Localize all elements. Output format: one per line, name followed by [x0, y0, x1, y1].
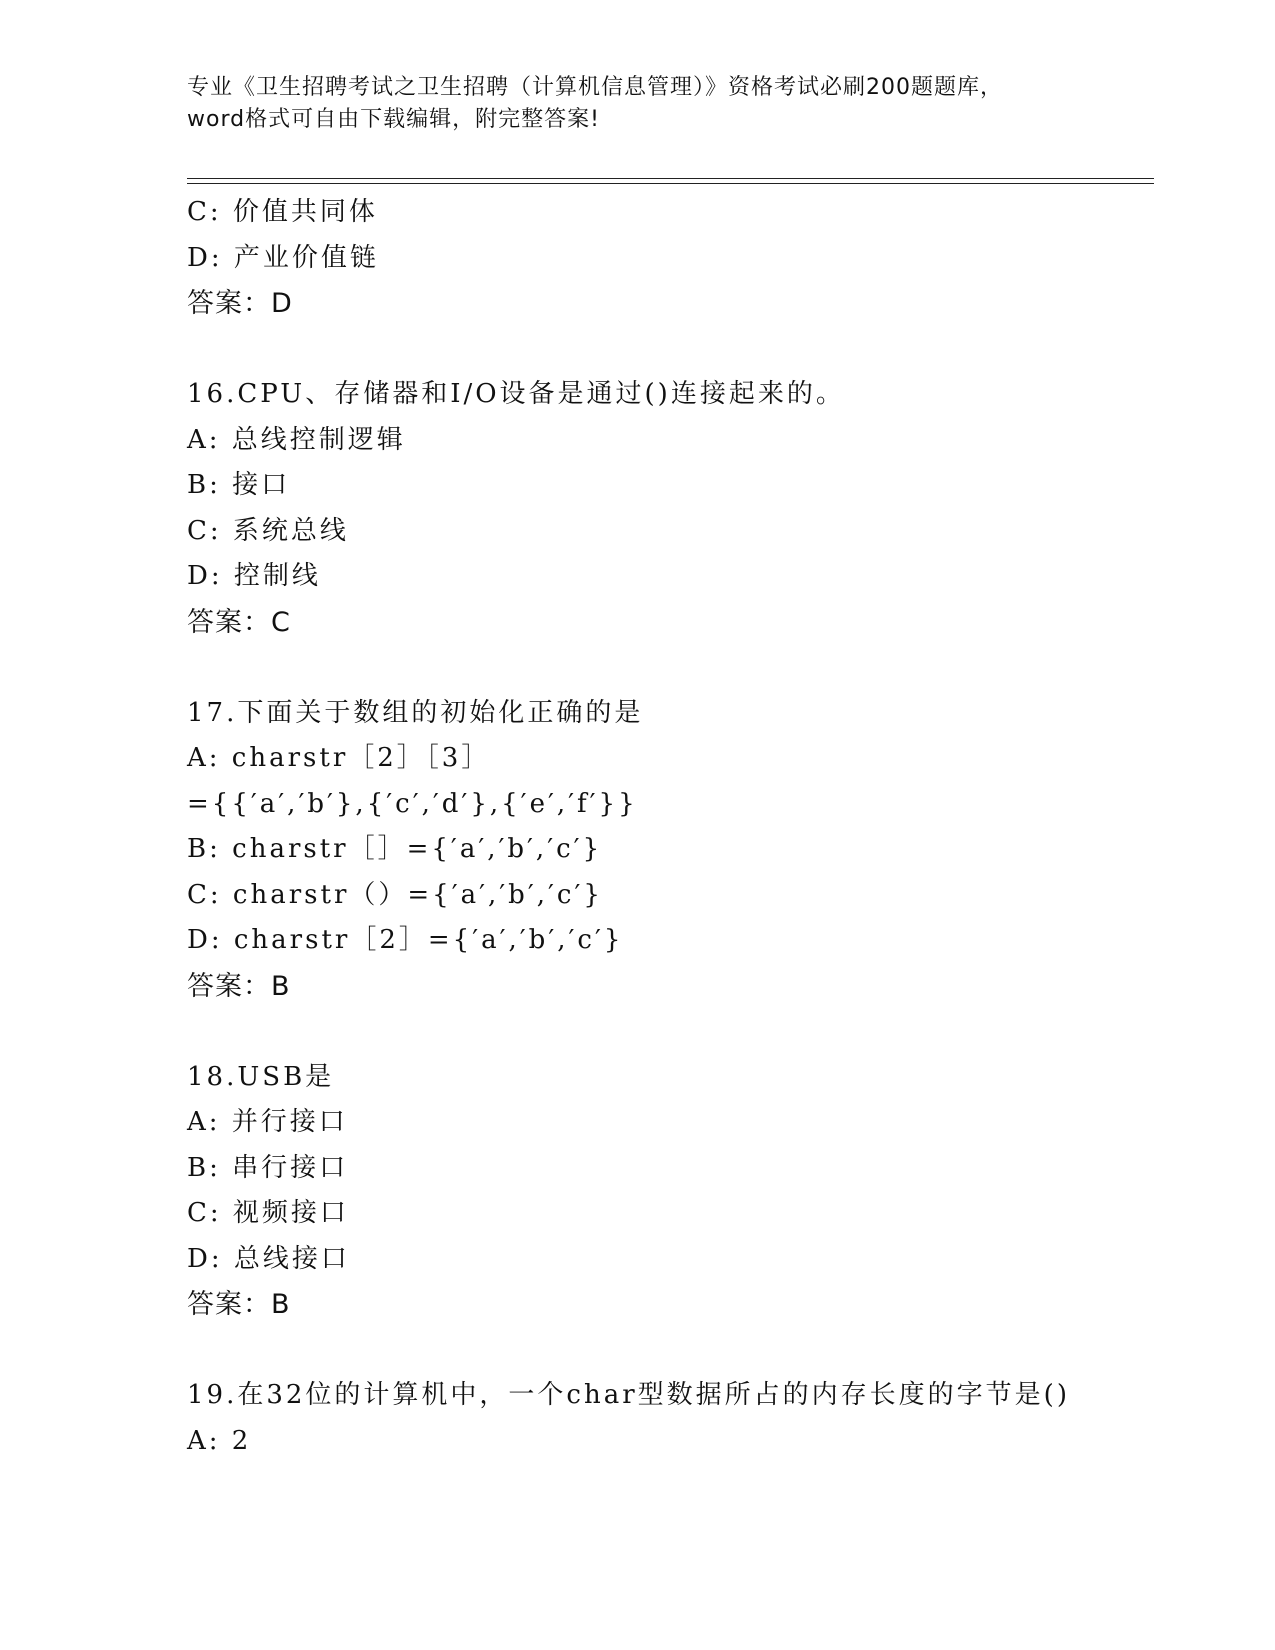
option-a: A: charstr［2］［3］ [187, 743, 491, 773]
question-block-18 [187, 1055, 1147, 1328]
option-c: C: 系统总线 [187, 515, 349, 546]
option-d: D: 控制线 [187, 561, 321, 591]
header-title-line-1: 专业《卫生招聘考试之卫生招聘（计算机信息管理）》资格考试必刷200题题库， [187, 75, 1003, 100]
question-stem: 17.下面关于数组的初始化正确的是 [187, 697, 644, 728]
option-c: C: 价值共同体 [187, 197, 378, 227]
option-a: A: 并行接口 [187, 1107, 348, 1137]
question-list [187, 190, 1147, 1464]
option-d: D: 总线接口 [187, 1243, 350, 1274]
option-c: C: charstr（）={′a′,′b′,′c′} [187, 879, 603, 910]
question-block-17 [187, 691, 1147, 1010]
header-double-rule [187, 178, 1154, 184]
option-b: B: charstr［］={′a′,′b′,′c′} [187, 834, 603, 864]
question-block-16 [187, 372, 1147, 645]
option-a: A: 总线控制逻辑 [187, 424, 406, 455]
header-title-line-2: word格式可自由下载编辑，附完整答案! [187, 107, 600, 132]
option-b: B: 串行接口 [187, 1152, 349, 1183]
option-d: D: 产业价值链 [187, 242, 379, 273]
option-a-continued: ={{′a′,′b′},{′c′,′d′},{′e′,′f′}} [187, 788, 638, 819]
document-header [187, 72, 1087, 136]
option-c: C: 视频接口 [187, 1198, 349, 1228]
answer-line: 答案：B [187, 970, 291, 1002]
option-d: D: charstr［2］={′a′,′b′,′c′} [187, 925, 624, 955]
answer-line: 答案：B [187, 1289, 291, 1320]
question-block-15 [187, 190, 1147, 327]
spacer [187, 1328, 1147, 1374]
question-block-19 [187, 1373, 1147, 1464]
answer-line: 答案：C [187, 606, 291, 638]
answer-line: 答案：D [187, 288, 293, 319]
question-stem: 19.在32位的计算机中，一个char型数据所占的内存长度的字节是() [187, 1380, 1070, 1410]
question-stem: 16.CPU、存储器和I/O设备是通过()连接起来的。 [187, 379, 845, 409]
option-a: A: 2 [187, 1425, 252, 1456]
option-b: B: 接口 [187, 470, 291, 500]
question-stem: 18.USB是 [187, 1061, 335, 1092]
spacer [187, 1009, 1147, 1055]
spacer [187, 645, 1147, 691]
spacer [187, 327, 1147, 373]
